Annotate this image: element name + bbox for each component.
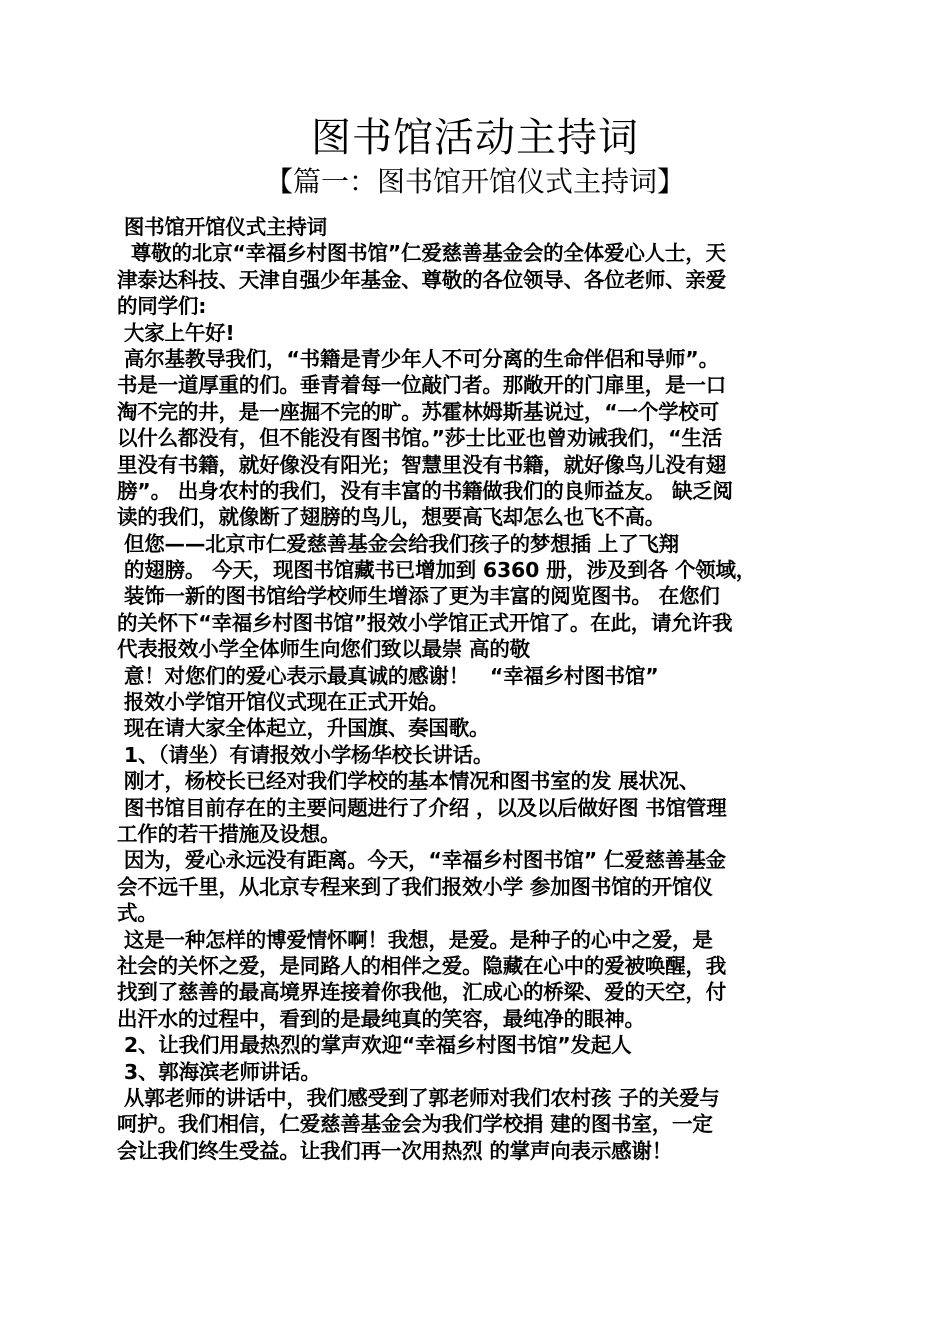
body-line: 2、让我们用最热烈的掌声欢迎“幸福乡村图书馆”发起人 bbox=[117, 1033, 632, 1058]
body-line: 工作的若干措施及设想。 bbox=[117, 821, 341, 846]
body-line: 因为，爱心永远没有距离。今天，“幸福乡村图书馆” 仁爱慈善基金 bbox=[117, 848, 726, 873]
body-line: 以什么都没有，但不能没有图书馆。”莎士比亚也曾劝诫我们，“生活 bbox=[117, 426, 722, 451]
body-line: 淘不完的井，是一座掘不完的旷。苏霍林姆斯基说过，“一个学校可 bbox=[117, 399, 719, 424]
body-line: 的关怀下“幸福乡村图书馆”报效小学馆正式开馆了。在此，请允许我 bbox=[117, 610, 733, 635]
body-line: 书是一道厚重的们。垂青着每一位敲门者。那敞开的门扉里，是一口 bbox=[117, 373, 726, 398]
body-line: 尊敬的北京“幸福乡村图书馆”仁爱慈善基金会的全体爱心人士，天 bbox=[117, 241, 726, 266]
body-line: 代表报效小学全体师生向您们致以最崇 高的敬 bbox=[117, 637, 530, 662]
body-line: 呵护。我们相信，仁爱慈善基金会为我们学校捐 建的图书室，一定 bbox=[117, 1112, 713, 1137]
body-line: 的翅膀。 今天，现图书馆藏书已增加到 6360 册，涉及到各 个领域， bbox=[117, 558, 757, 583]
body-line: 图书馆目前存在的主要问题进行了介绍 ，以及以后做好图 书馆管理 bbox=[117, 795, 727, 820]
body-line: 膀”。 出身农村的我们，没有丰富的书籍做我们的良师益友。 缺乏阅 bbox=[117, 478, 733, 503]
body-line: 大家上午好! bbox=[117, 320, 235, 345]
body-line: 出汗水的过程中，看到的是最纯真的笑容，最纯净的眼神。 bbox=[117, 1006, 645, 1031]
body-line: 会不远千里，从北京专程来到了我们报效小学 参加图书馆的开馆仪 bbox=[117, 874, 713, 899]
document-body bbox=[117, 214, 837, 1164]
body-line: 式。 bbox=[117, 901, 158, 926]
body-line: 装饰一新的图书馆给学校师生增添了更为丰富的阅览图书。 在您们 bbox=[117, 584, 720, 609]
body-line: 意！对您们的爱心表示最真诚的感谢！ “幸福乡村图书馆” bbox=[117, 663, 659, 688]
document-title: 图书馆活动主持词 bbox=[311, 115, 639, 161]
body-line: 社会的关怀之爱，是同路人的相伴之爱。隐藏在心中的爱被唤醒，我 bbox=[117, 953, 726, 978]
body-line: 3、郭海滨老师讲话。 bbox=[117, 1059, 321, 1084]
body-line: 报效小学馆开馆仪式现在正式开始。 bbox=[117, 690, 449, 715]
body-line: 高尔基教导我们，“书籍是青少年人不可分离的生命伴侣和导师”。 bbox=[117, 346, 719, 371]
body-line: 刚才，杨校长已经对我们学校的基本情况和图书室的发 展状况、 bbox=[117, 769, 700, 794]
body-line: 这是一种怎样的博爱情怀啊！我想，是爱。是种子的心中之爱，是 bbox=[117, 927, 713, 952]
body-line: 现在请大家全体起立，升国旗、奏国歌。 bbox=[117, 716, 490, 741]
body-line: 找到了慈善的最高境界连接着你我他，汇成心的桥梁、爱的天空，付 bbox=[117, 980, 726, 1005]
body-line: 里没有书籍，就好像没有阳光；智慧里没有书籍，就好像鸟儿没有翅 bbox=[117, 452, 726, 477]
body-line: 但您——北京市仁爱慈善基金会给我们孩子的梦想插 上了飞翔 bbox=[117, 531, 679, 556]
body-line: 1、（请坐）有请报效小学杨华校长讲话。 bbox=[117, 742, 494, 767]
document-subtitle: 【篇一：图书馆开馆仪式主持词】 bbox=[264, 165, 685, 198]
body-line: 的同学们: bbox=[117, 294, 207, 319]
body-line: 津泰达科技、天津自强少年基金、尊敬的各位领导、各位老师、亲爱 bbox=[117, 267, 726, 292]
body-line: 从郭老师的讲话中，我们感受到了郭老师对我们农村孩 子的关爱与 bbox=[117, 1085, 720, 1110]
body-line: 图书馆开馆仪式主持词 bbox=[117, 215, 327, 239]
body-line: 读的我们，就像断了翅膀的鸟儿，想要高飞却怎么也飞不高。 bbox=[117, 505, 666, 530]
body-line: 会让我们终生受益。让我们再一次用热烈 的掌声向表示感谢！ bbox=[117, 1138, 673, 1163]
